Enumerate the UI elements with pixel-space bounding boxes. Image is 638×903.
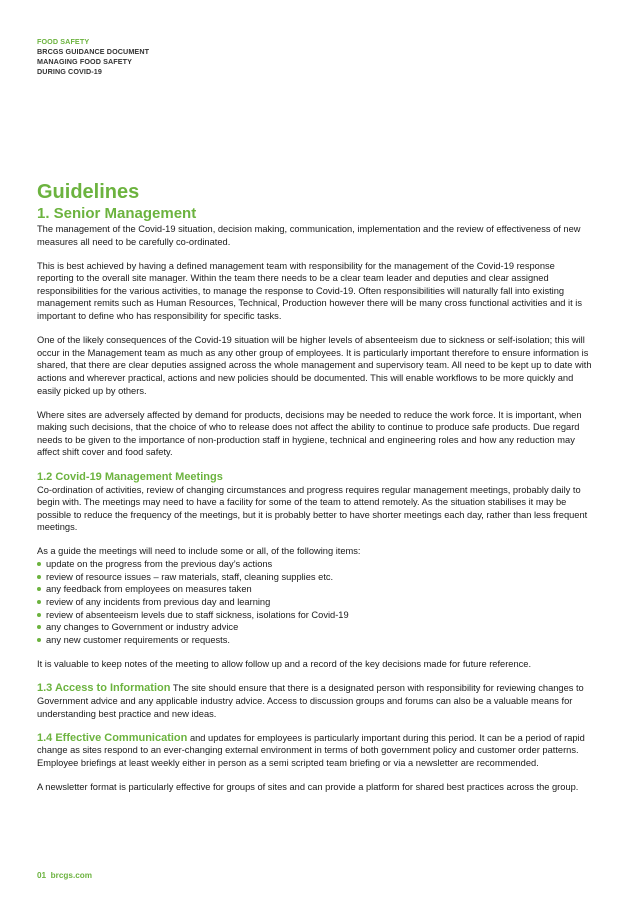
section-1-3-text: The site should ensure that there is a designated person with responsibility for reviewing changes to Government advice and any applicable industry advice. Access to discussion groups and forums can also be a valuable means for understanding best practice and new ideas.: [37, 683, 584, 719]
footer-website: brcgs.com: [50, 871, 93, 880]
header-doc-title-1: MANAGING FOOD SAFETY: [37, 57, 133, 66]
section-1-4-paragraph-1: [37, 732, 593, 770]
section-1-heading: 1. Senior Management: [37, 205, 197, 222]
bullet-icon: [37, 600, 41, 604]
list-item: review of any incidents from previous day and learning: [37, 596, 593, 609]
section-1-paragraph-2: This is best achieved by having a defined management team with responsibility for the management of the Covid-19 response reporting to the overall site manager. Within the team there needs to be a clear team leader and deputies and clear assigned responsibilities for the various activities, to manage the response to Covid-19. Often responsibilities will naturally fall into existing management remits such as Human Resources, Technical, Production however there will be many cross functional activities and it is important to define who has responsibility for specific tasks.: [37, 260, 582, 322]
list-item: review of absenteeism levels due to staff sickness, isolations for Covid-19: [37, 609, 593, 622]
section-1-4-heading: 1.4 Effective Communication: [37, 731, 188, 744]
section-1-4-text: and updates for employees is particularly important during this period. It can be a period of rapid change as sites respond to an ever-changing external environment in terms of both government policy and customer order patterns. Employee briefings at least weekly either in person as a semi scripted team briefing or via a newsletter are recommended.: [37, 732, 585, 768]
bullet-icon: [37, 562, 41, 566]
document-header: [37, 37, 149, 77]
section-1-paragraph-1: The management of the Covid-19 situation, decision making, communication, implementation and the review of effectiveness of new measures all need to be carefully co-ordinated.: [37, 224, 581, 247]
header-doc-type: BRCGS GUIDANCE DOCUMENT: [37, 47, 150, 56]
section-1-2-paragraph-1: Co-ordination of activities, review of changing circumstances and progress requires regular management meetings, probably daily to begin with. The meetings may need to have a facility for some of the team to attend remotely. As the situation stabilises it may be possible to reduce the frequency of the meetings, but it is probably better to have shorter meetings each day, rather than less frequent meetings.: [37, 484, 588, 533]
section-1-2-paragraph-2: As a guide the meetings will need to include some or all, of the following items:: [37, 546, 361, 557]
list-item: any new customer requirements or requests.: [37, 634, 593, 647]
bullet-icon: [37, 625, 41, 629]
page-title: Guidelines: [37, 181, 140, 203]
list-item: any changes to Government or industry advice: [37, 621, 593, 634]
header-category: FOOD SAFETY: [37, 37, 90, 46]
section-1-2-paragraph-3: It is valuable to keep notes of the meeting to allow follow up and a record of the key decisions made for future reference.: [37, 659, 532, 670]
main-content: [37, 180, 593, 805]
meeting-items-list: [37, 558, 593, 647]
bullet-icon: [37, 613, 41, 617]
section-1-3-paragraph: [37, 682, 593, 720]
bullet-icon: [37, 587, 41, 591]
page-number: 01: [37, 871, 47, 880]
list-item: update on the progress from the previous day’s actions: [37, 558, 593, 571]
section-1-paragraph-3: One of the likely consequences of the Covid-19 situation will be higher levels of absenteeism due to sickness or self-isolation; this will occur in the Management team as much as any other group of employees. It is particularly important therefore to ensure information is shared, that there are clear deputies assigned across the whole management and supervisory team. All need to be kept up to date with actions and wherever practical, actions and new policies should be documented. This will enable workflows to be more quickly and easily picked up by others.: [37, 335, 592, 396]
section-1-paragraph-4: Where sites are adversely affected by demand for products, decisions may be needed to reduce the work force. It is important, when making such decisions, that the choice of who to release does not affect the ability to continue to produce safe products. Due regard needs to be given to the importance of non-production staff in hygiene, technical and engineering roles and how any reduction may affect shift cover and food safety.: [37, 409, 582, 458]
header-doc-title-2: DURING COVID-19: [37, 67, 102, 76]
page-footer: [37, 871, 92, 880]
bullet-icon: [37, 638, 41, 642]
section-1-4-paragraph-2: A newsletter format is particularly effective for groups of sites and can provide a platform for shared best practices across the group.: [37, 782, 579, 793]
section-1-3-heading: 1.3 Access to Information: [37, 682, 171, 695]
list-item: review of resource issues – raw materials, staff, cleaning supplies etc.: [37, 571, 593, 584]
section-1-2-heading: 1.2 Covid-19 Management Meetings: [37, 470, 223, 483]
list-item: any feedback from employees on measures taken: [37, 583, 593, 596]
bullet-icon: [37, 575, 41, 579]
